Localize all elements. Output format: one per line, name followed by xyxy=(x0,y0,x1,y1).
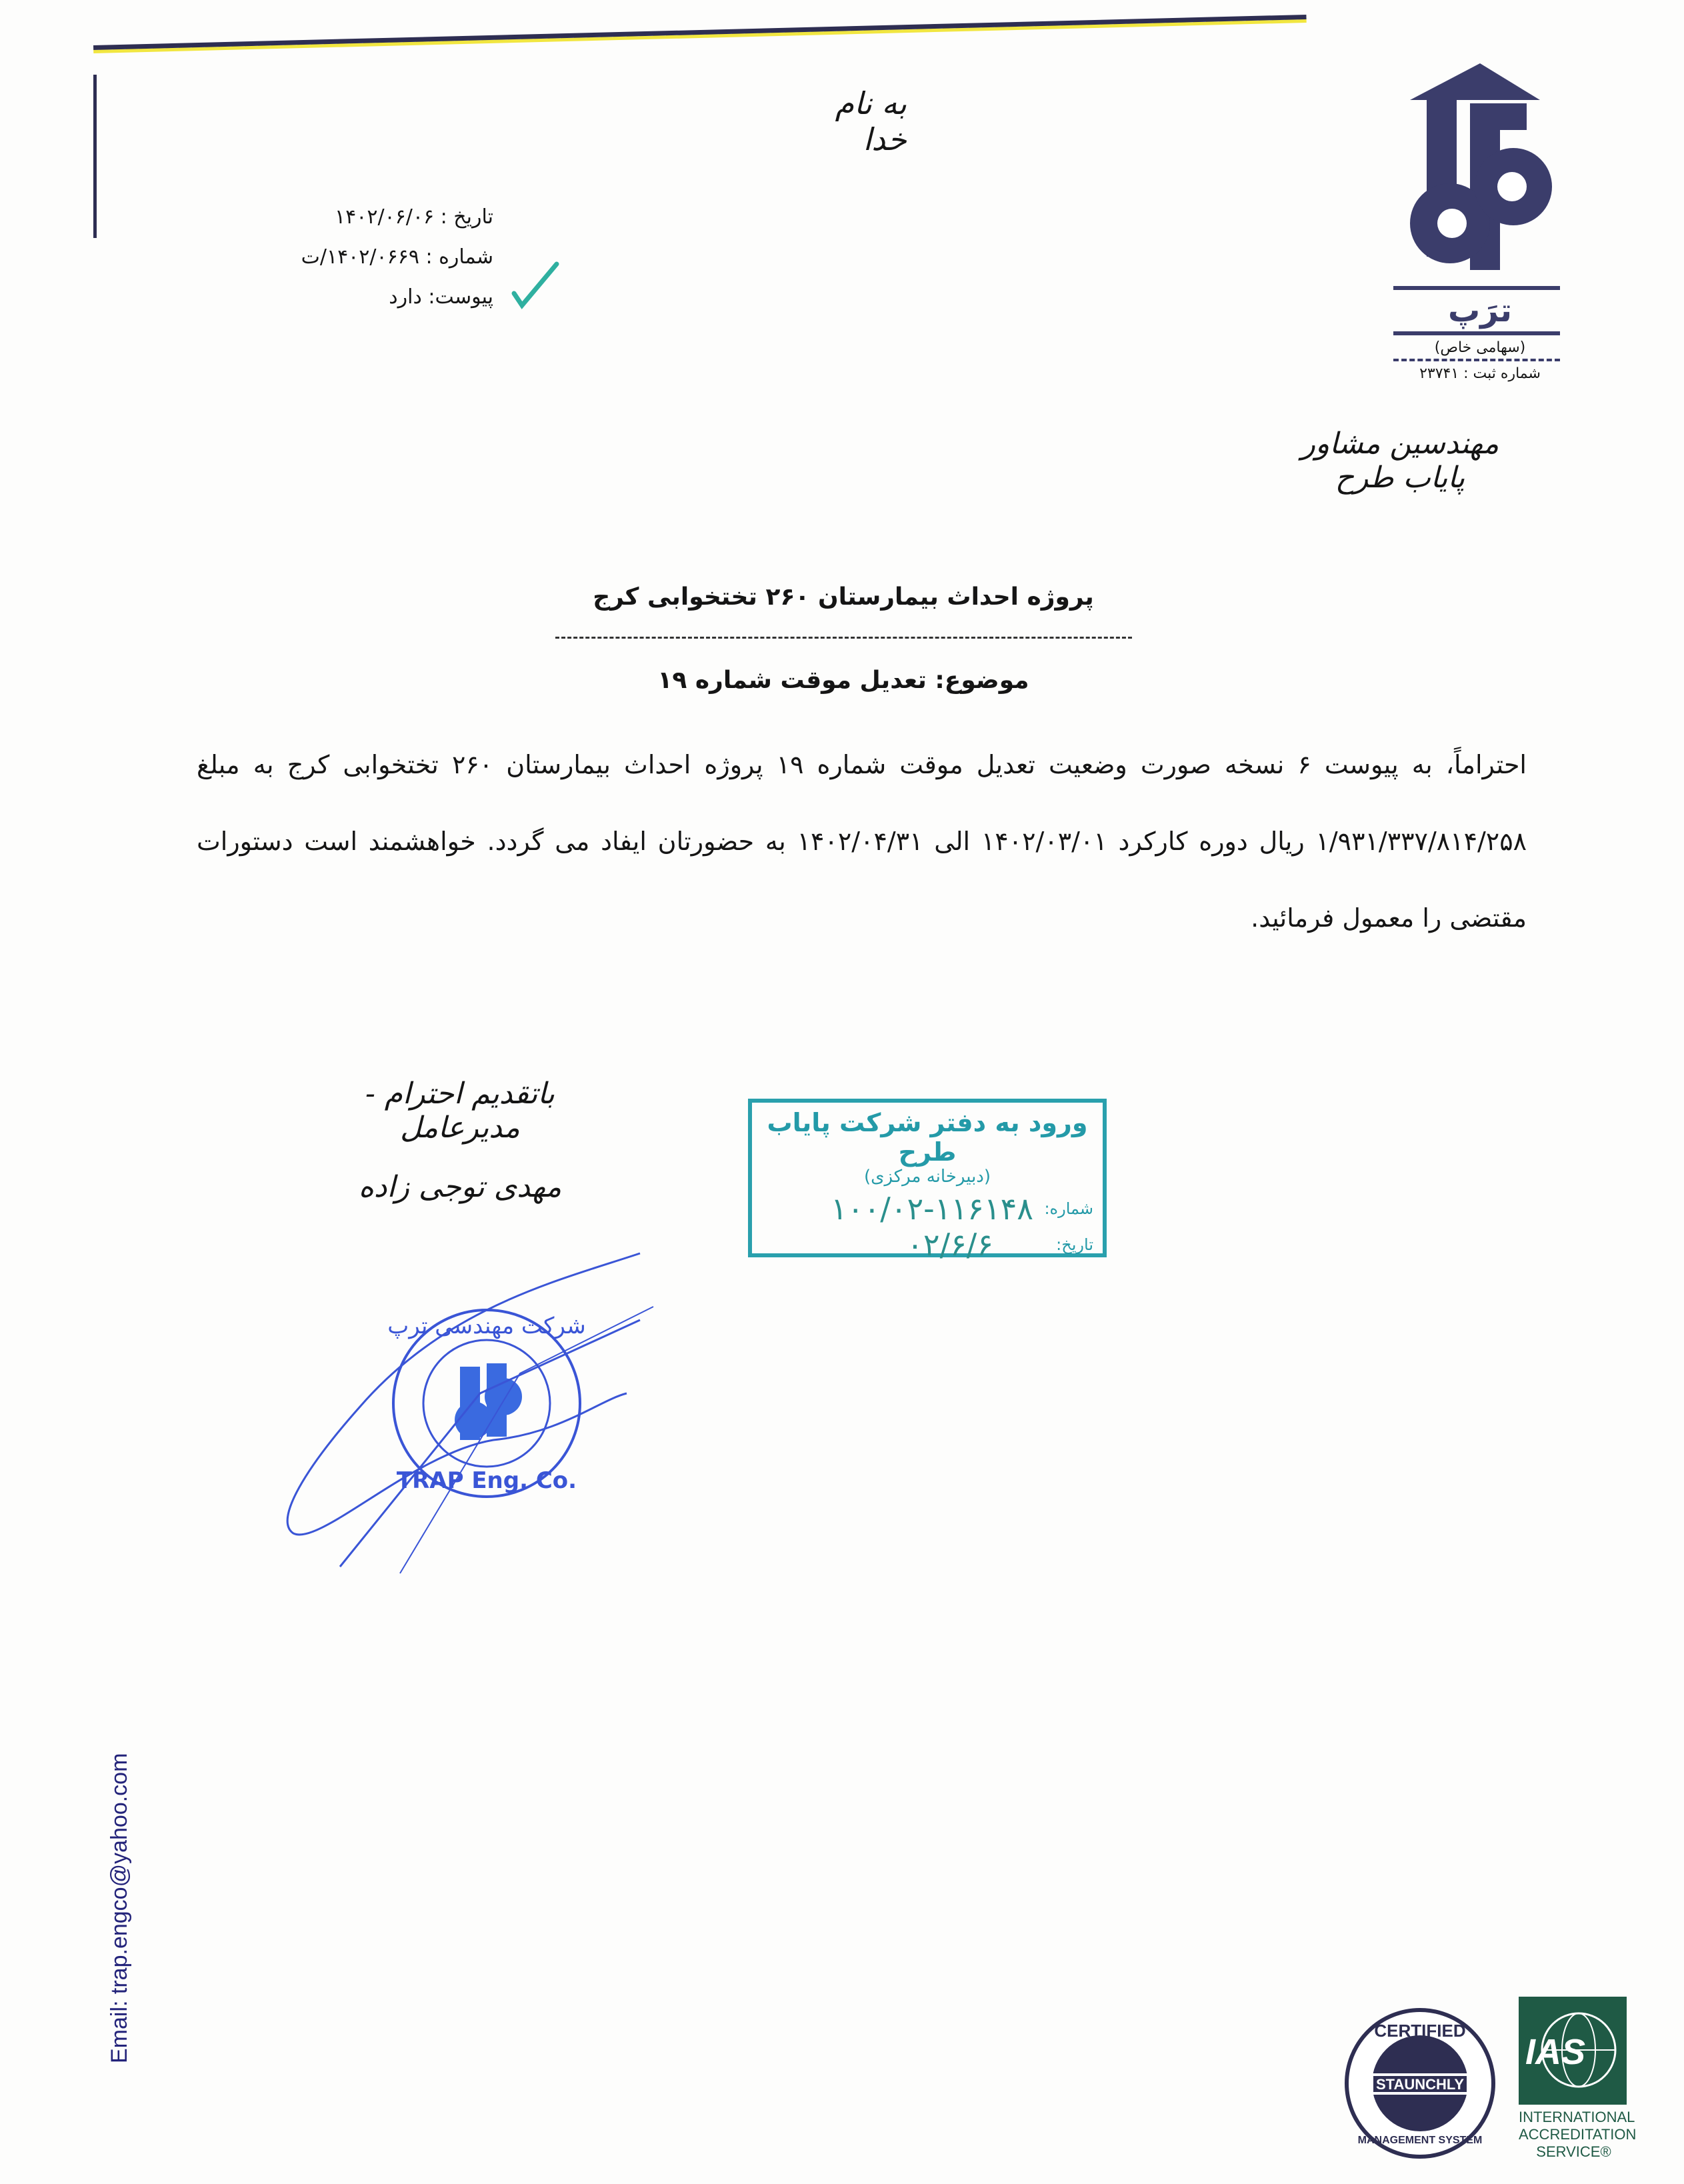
svg-text:STAUNCHLY: STAUNCHLY xyxy=(1375,2076,1465,2093)
number-line: شماره : ۱۴۰۲/۰۶۶۹/ت xyxy=(301,245,493,269)
letter-body: احتراماً، به پیوست ۶ نسخه صورت وضعیت تعدیل موقت شماره ۱۹ پروژه احداث بیمارستان ۲۶۰ تختخوابی کرج به مبلغ ۱/۹۳۱/۳۳۷/۸۱۴/۲۵۸ ریال دوره کارکرد ۱۴۰۲/۰۳/۰۱ الی ۱۴۰۲/۰۴/۳۱ به حضورتان ایفاد می گردد. خواهشمند است دستورات مقتضی را معمول فرمائید. xyxy=(197,750,1527,933)
company-seal xyxy=(280,1240,680,1587)
receipt-stamp: ورود به دفتر شرکت پایاب طرح (دبیرخانه مرکزی) شماره: ۱۰۰/۰۲-۱۱۶۱۴۸ تاریخ: ۰۲/۶/۶ xyxy=(748,1099,1107,1257)
project-title: پروژه احداث بیمارستان ۲۶۰ تختخوابی کرج xyxy=(593,583,1094,611)
subject: موضوع: تعدیل موقت شماره ۱۹ xyxy=(657,667,1029,694)
receipt-number: ۱۰۰/۰۲-۱۱۶۱۴۸ xyxy=(831,1191,1033,1227)
letter-date: ۱۴۰۲/۰۶/۰۶ xyxy=(334,205,435,229)
letterhead-top-border xyxy=(93,15,1307,50)
company-logo: ترَپ (سهامی خاص) شماره ثبت : ۲۳۷۴۱ xyxy=(1393,63,1567,397)
letterhead-left-border xyxy=(93,75,97,238)
seal-text: شرکت مهندسی ترپ xyxy=(387,1313,586,1339)
invocation: به نام خدا xyxy=(835,85,907,157)
email-address: Email: trap.engco@yahoo.com xyxy=(107,1753,132,2063)
signatory-name: مهدی توجی زاده xyxy=(358,1170,562,1204)
letter-number: ۱۴۰۲/۰۶۶۹/ت xyxy=(301,245,419,269)
checkmark-icon xyxy=(510,260,560,310)
trap-logo-icon xyxy=(1393,63,1567,283)
divider xyxy=(555,637,1132,639)
certified-management-logo xyxy=(1343,2007,1497,2160)
receipt-date: ۰۲/۶/۶ xyxy=(907,1227,993,1263)
globe-icon: IAS xyxy=(1519,1997,1627,2105)
company-type: (سهامی خاص) xyxy=(1434,339,1526,356)
svg-text:MANAGEMENT SYSTEM: MANAGEMENT SYSTEM xyxy=(1357,2135,1483,2146)
registration-number: شماره ثبت : ۲۳۷۴۱ xyxy=(1419,365,1541,382)
seal-english-text: TRAP Eng. Co. xyxy=(396,1467,577,1494)
svg-text:CERTIFIED: CERTIFIED xyxy=(1374,2021,1466,2041)
closing: باتقدیم احترام - مدیرعامل xyxy=(365,1077,555,1145)
date-line: تاریخ : ۱۴۰۲/۰۶/۰۶ xyxy=(334,205,493,229)
recipient: مهندسین مشاور پایاب طرح xyxy=(1301,427,1499,495)
attachment-line: پیوست: دارد xyxy=(389,285,493,309)
ias-logo: IAS INTERNATIONAL ACCREDITATION SERVICE® xyxy=(1519,1997,1629,2161)
attachment-value: دارد xyxy=(389,285,422,309)
